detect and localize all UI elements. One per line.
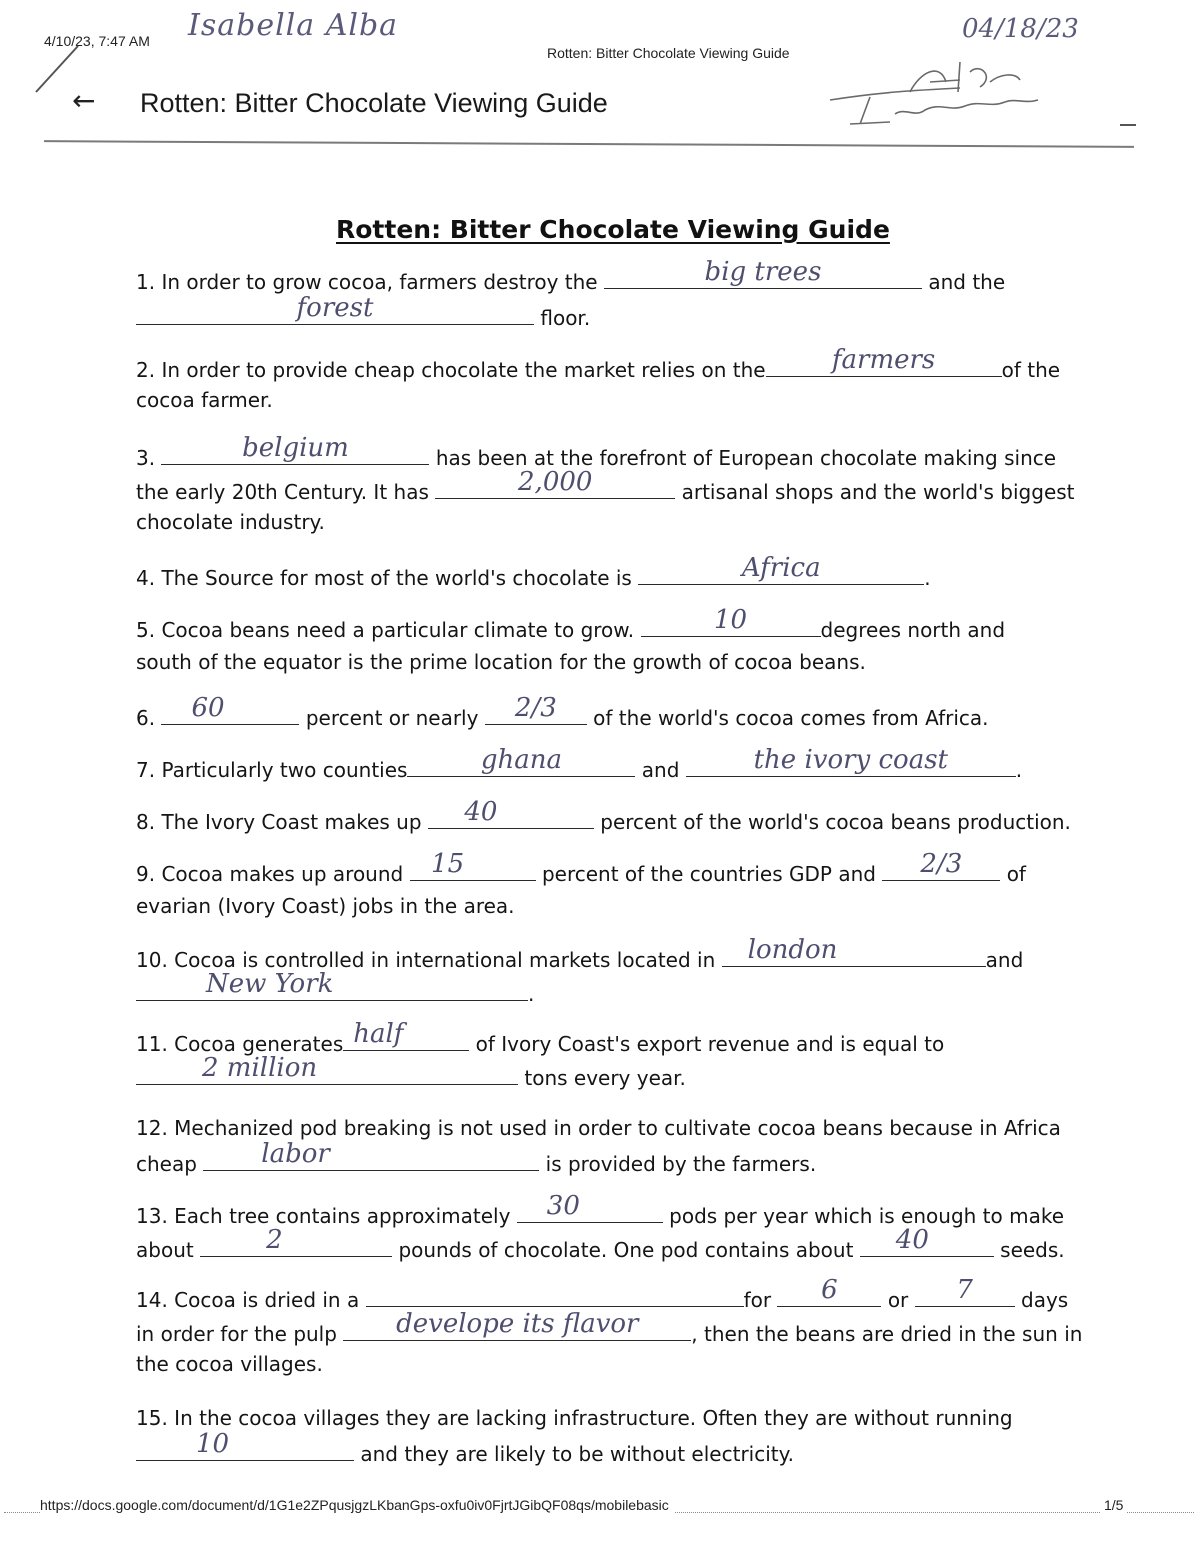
print-page-title: Rotten: Bitter Chocolate Viewing Guide (547, 45, 790, 61)
question-10-line-2: New York . (136, 976, 534, 1011)
answer-8-blank-1[interactable]: 40 (428, 804, 594, 829)
question-15: 15. In the cocoa villages they are lacking infrastructure. Often they are without running (136, 1406, 1013, 1430)
question-3: 3. belgium has been at the forefront of European chocolate making since (136, 433, 1057, 470)
question-12-line-2: cheap labor is provided by the farmers. (136, 1139, 817, 1176)
answer-5-blank-1[interactable]: 10 (641, 612, 821, 637)
question-8: 8. The Ivory Coast makes up 40 percent of the world's cocoa beans production. (136, 797, 1071, 834)
answer-10-blank-1[interactable]: london (722, 942, 986, 967)
question-3-line-2: the early 20th Century. It has 2,000 artisanal shops and the world's biggest (136, 467, 1075, 504)
question-12: 12. Mechanized pod breaking is not used in order to cultivate cocoa beans because in Africa (136, 1116, 1061, 1140)
question-2: 2. In order to provide cheap chocolate the market relies on the farmers of the (136, 345, 1061, 382)
question-11: 11. Cocoa generates half of Ivory Coast's export revenue and is equal to (136, 1019, 945, 1056)
answer-3-blank-2[interactable]: 2,000 (435, 474, 675, 499)
handwritten-date: 04/18/23 (962, 14, 1079, 44)
page-number: 1/5 (1100, 1497, 1127, 1513)
answer-14-blank-2[interactable]: 6 (777, 1282, 881, 1307)
answer-12-blank-1[interactable]: labor (203, 1146, 539, 1171)
question-14-line-2: in order for the pulp develope its flavor , then the beans are dried in the sun in (136, 1309, 1083, 1346)
answer-6-blank-2[interactable]: 2/3 (485, 700, 587, 725)
question-9-line-2: evarian (Ivory Coast) jobs in the area. (136, 894, 515, 918)
answer-10-blank-2[interactable]: New York (136, 976, 528, 1001)
answer-3-blank-1[interactable]: belgium (161, 440, 429, 465)
main-title: Rotten: Bitter Chocolate Viewing Guide (336, 215, 890, 244)
answer-13-blank-1[interactable]: 30 (517, 1198, 663, 1223)
question-13: 13. Each tree contains approximately 30 pods per year which is enough to make (136, 1191, 1065, 1228)
signature-image (820, 52, 1050, 132)
doc-title: Rotten: Bitter Chocolate Viewing Guide (140, 88, 608, 118)
answer-1-blank-1[interactable]: big trees (604, 264, 922, 289)
question-5: 5. Cocoa beans need a particular climate to grow. 10 degrees north and (136, 605, 1006, 642)
print-timestamp: 4/10/23, 7:47 AM (44, 33, 150, 49)
question-13-line-2: about 2 pounds of chocolate. One pod contains about 40 seeds. (136, 1225, 1065, 1262)
answer-14-blank-4[interactable]: develope its flavor (343, 1316, 691, 1341)
question-9: 9. Cocoa makes up around 15 percent of the countries GDP and 2/3 of (136, 849, 1026, 886)
answer-6-blank-1[interactable]: 60 (161, 700, 299, 725)
question-14: 14. Cocoa is dried in a for 6 or 7 days (136, 1275, 1069, 1312)
answer-13-blank-3[interactable]: 40 (860, 1232, 994, 1257)
question-11-line-2: 2 million tons every year. (136, 1060, 686, 1095)
question-1: 1. In order to grow cocoa, farmers destroy the big trees and the (136, 257, 1006, 294)
answer-9-blank-2[interactable]: 2/3 (882, 856, 1000, 881)
footer-url[interactable]: https://docs.google.com/document/d/1G1e2ZPqusjgzLKbanGps-oxfu0iv0FjrtJGibQF08qs/mobilebasic (40, 1497, 675, 1513)
answer-13-blank-2[interactable]: 2 (200, 1232, 392, 1257)
answer-2-blank-1[interactable]: farmers (766, 352, 1002, 377)
handwritten-name: Isabella Alba (188, 8, 399, 43)
answer-9-blank-1[interactable]: 15 (410, 856, 536, 881)
question-1-line-2: forest floor. (136, 300, 590, 335)
question-6: 6. 60 percent or nearly 2/3 of the world's cocoa comes from Africa. (136, 693, 989, 730)
question-10: 10. Cocoa is controlled in international markets located in london and (136, 935, 1024, 972)
answer-14-blank-1[interactable] (366, 1282, 744, 1307)
answer-7-blank-1[interactable]: ghana (407, 752, 635, 777)
answer-1-blank-2[interactable]: forest (136, 300, 534, 325)
answer-4-blank-1[interactable]: Africa (638, 560, 924, 585)
answer-14-blank-3[interactable]: 7 (915, 1282, 1015, 1307)
question-15-line-2: 10 and they are likely to be without electricity. (136, 1436, 794, 1471)
question-4: 4. The Source for most of the world's chocolate is Africa . (136, 553, 931, 590)
header-tick-mark (1120, 124, 1136, 126)
back-arrow-icon[interactable]: ← (72, 84, 96, 117)
question-7: 7. Particularly two counties ghana and the ivory coast . (136, 745, 1023, 782)
answer-11-blank-2[interactable]: 2 million (136, 1060, 518, 1085)
question-5-line-2: south of the equator is the prime location for the growth of cocoa beans. (136, 650, 866, 674)
question-2-line-2: cocoa farmer. (136, 388, 273, 412)
question-3-line-3: chocolate industry. (136, 510, 325, 534)
question-14-line-3: the cocoa villages. (136, 1352, 323, 1376)
answer-11-blank-1[interactable]: half (343, 1026, 469, 1051)
header-divider (44, 140, 1134, 148)
answer-7-blank-2[interactable]: the ivory coast (686, 752, 1016, 777)
answer-15-blank-1[interactable]: 10 (136, 1436, 354, 1461)
